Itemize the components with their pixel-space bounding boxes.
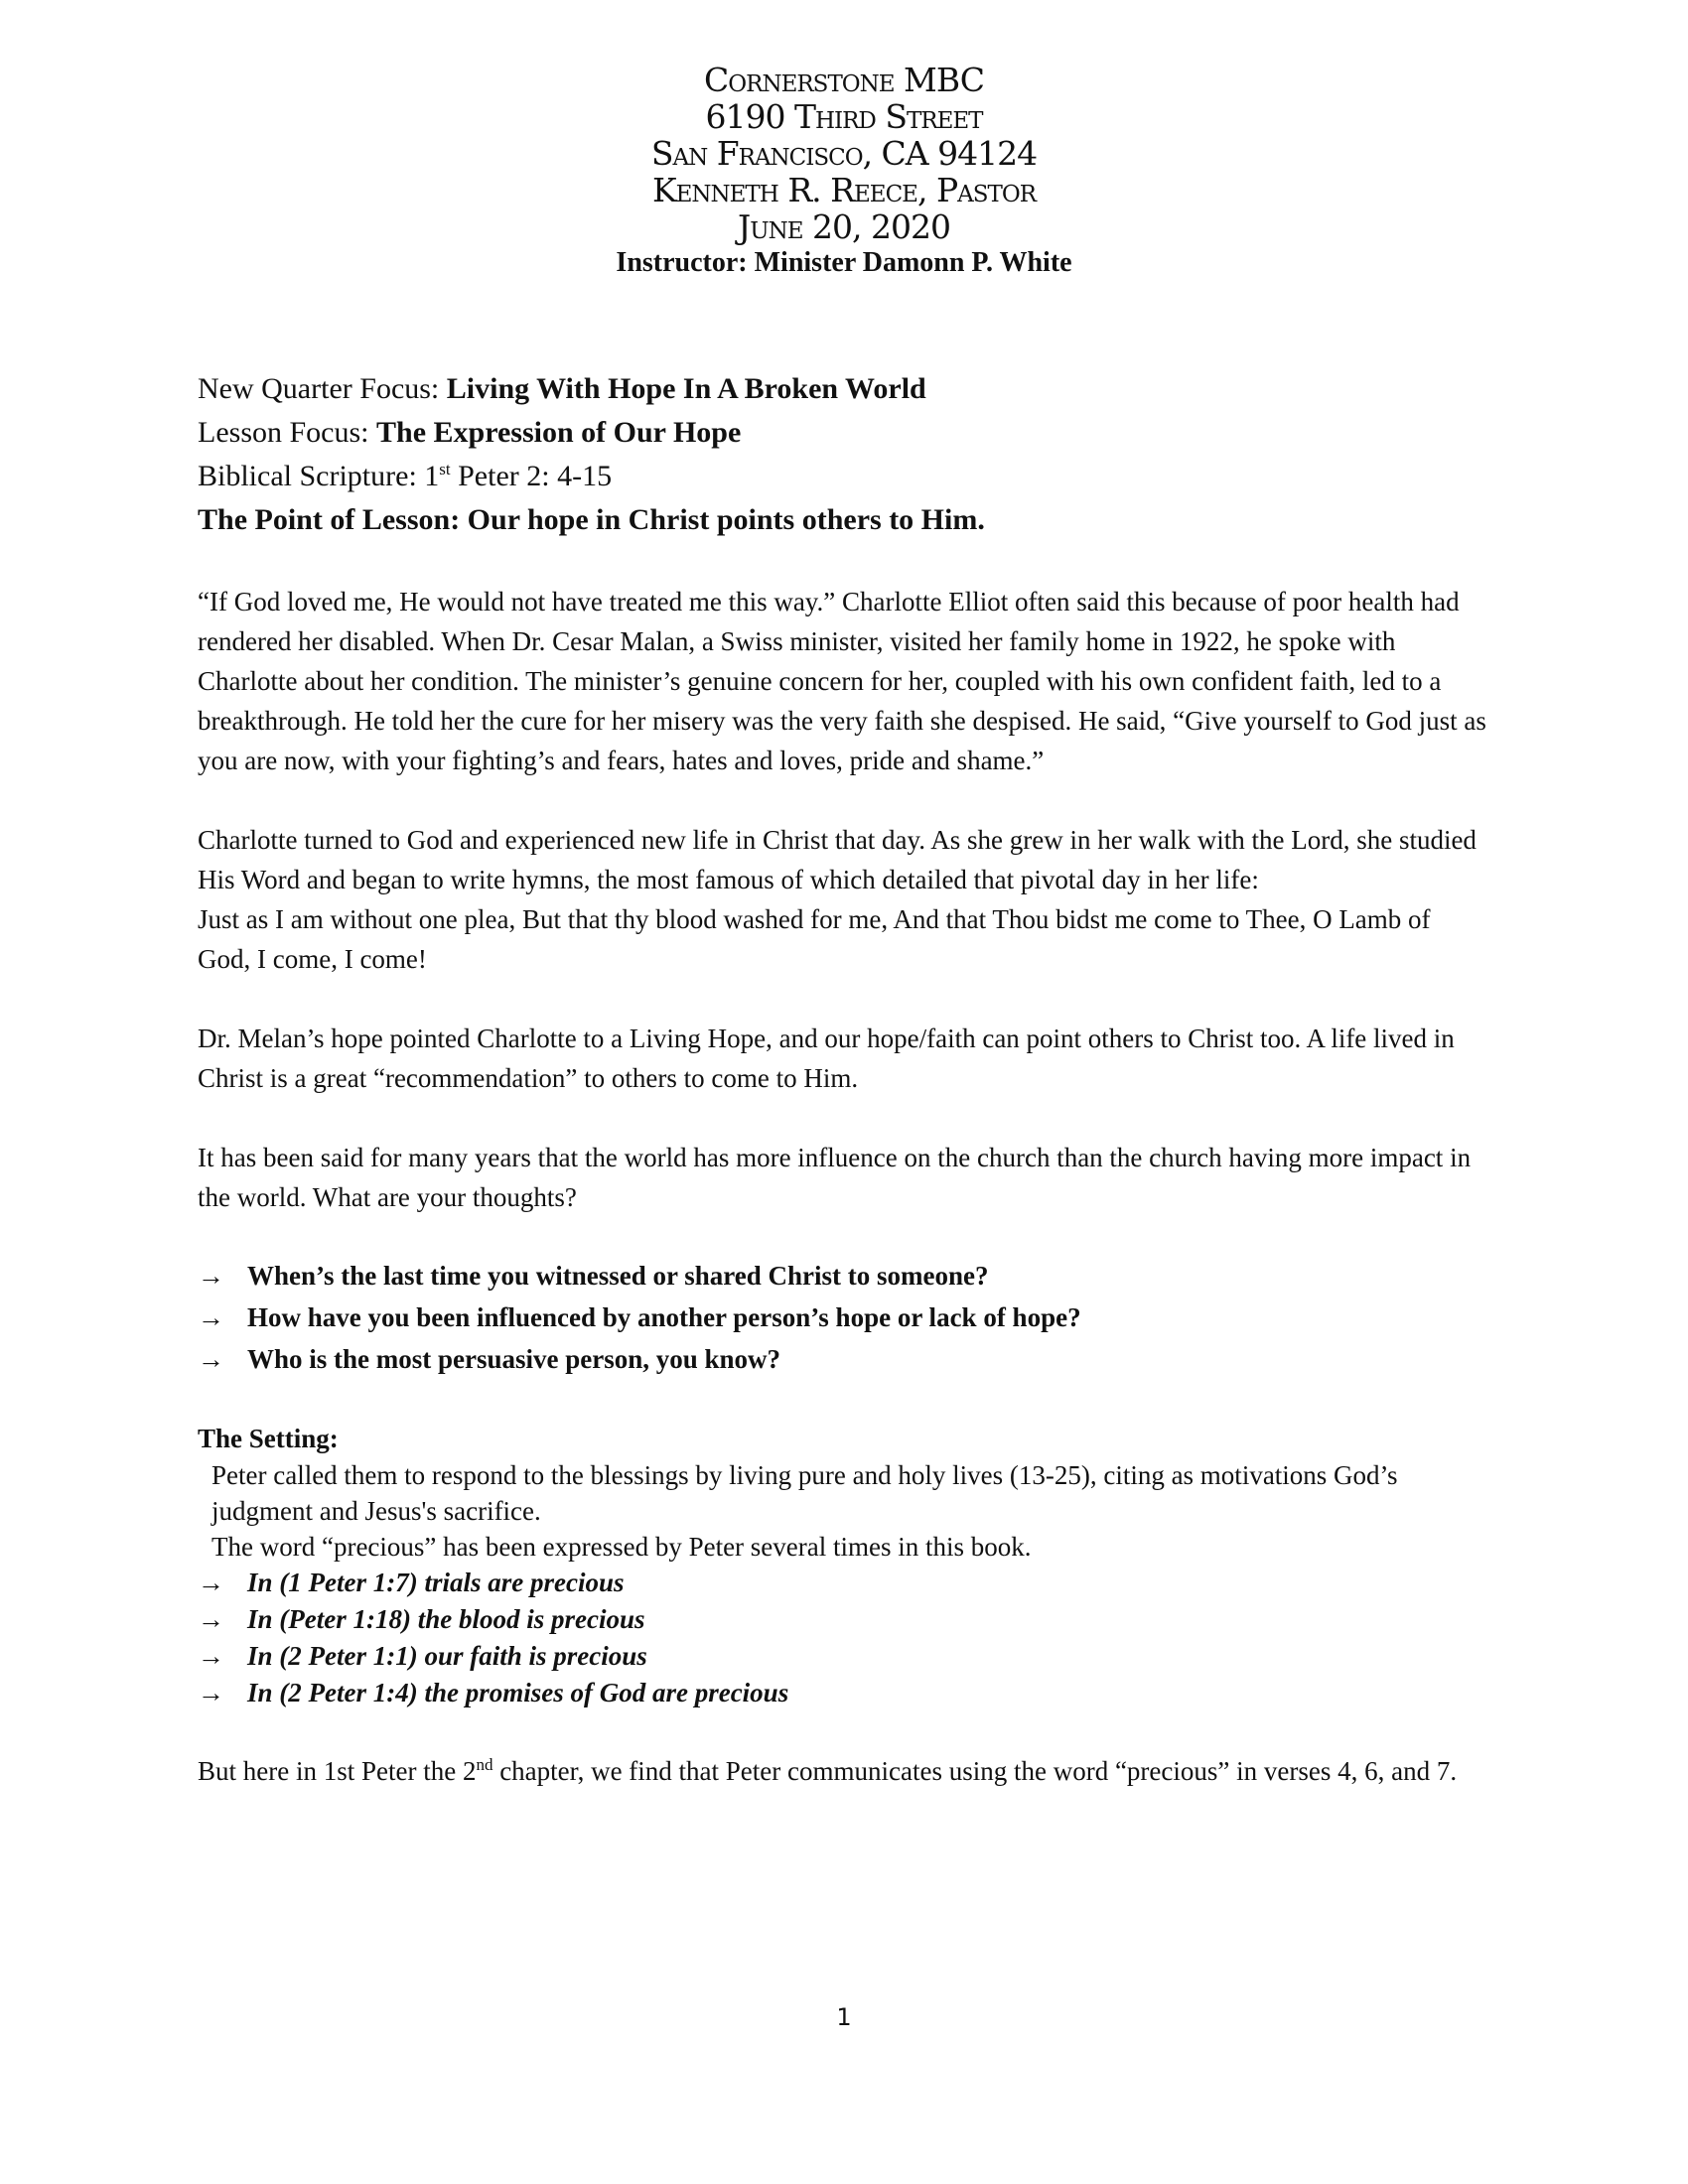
paragraph-new-life: Charlotte turned to God and experienced new life in Christ that day. As she grew in her walk with the Lord, she studied His Word and began to write hymns, the most famous of which detailed that pivotal day in her life: xyxy=(198,825,1477,894)
church-name: Cornerstone MBC xyxy=(704,61,984,99)
discussion-questions xyxy=(198,1255,1488,1380)
spacer xyxy=(198,780,1488,820)
church-address: 6190 Third Street xyxy=(705,97,983,136)
setting-precious-intro: The word “precious” has been expressed by Peter several times in this book. xyxy=(211,1532,1032,1562)
lesson-focus-label: Lesson Focus: xyxy=(198,416,376,449)
instructor-line: Instructor: Minister Damonn P. White xyxy=(616,247,1072,278)
question-text: When’s the last time you witnessed or shared Christ to someone? xyxy=(247,1261,989,1291)
lesson-focus-value: The Expression of Our Hope xyxy=(376,416,742,449)
quarter-focus xyxy=(198,367,1488,411)
lesson-date: June 20, 2020 xyxy=(738,207,950,246)
biblical-scripture xyxy=(198,455,1488,498)
spacer xyxy=(198,542,1488,582)
list-item xyxy=(198,1338,1488,1380)
lesson-focus xyxy=(198,411,1488,455)
closing-text-a: But here in 1st Peter the 2 xyxy=(198,1756,477,1786)
arrow-right-icon: → xyxy=(198,1568,224,1597)
arrow-right-icon: → xyxy=(198,1604,224,1634)
setting-text: Peter called them to respond to the blessings by living pure and holy lives (13-25), citing as motivations God’s judgment and Jesus's sacrifice. xyxy=(211,1460,1398,1526)
precious-text: In (2 Peter 1:4) the promises of God are precious xyxy=(247,1678,789,1707)
quarter-focus-value: Living With Hope In A Broken World xyxy=(446,372,926,405)
precious-text: In (2 Peter 1:1) our faith is precious xyxy=(247,1641,647,1671)
spacer xyxy=(198,1098,1488,1138)
scripture-sup: st xyxy=(439,460,451,478)
scripture-label: Biblical Scripture: 1 xyxy=(198,460,440,492)
paragraph-closing xyxy=(198,1751,1488,1791)
spacer xyxy=(198,979,1488,1019)
arrow-right-icon: → xyxy=(198,1678,224,1707)
church-header xyxy=(0,62,1688,281)
list-item xyxy=(198,1255,1488,1297)
spacer xyxy=(198,1711,1488,1751)
setting-heading: The Setting: xyxy=(198,1424,339,1453)
scripture-rest: Peter 2: 4-15 xyxy=(450,460,613,492)
page-number: 1 xyxy=(836,2003,852,2031)
arrow-right-icon: → xyxy=(198,1344,224,1374)
hymn-lyrics: Just as I am without one plea, But that thy blood washed for me, And that Thou bidst me come to Thee, O Lamb of God, I come, I come! xyxy=(198,904,1431,974)
question-text: How have you been influenced by another person’s hope or lack of hope? xyxy=(247,1302,1081,1332)
list-item xyxy=(198,1638,1488,1675)
precious-text: In (Peter 1:18) the blood is precious xyxy=(247,1604,645,1634)
quarter-focus-label: New Quarter Focus: xyxy=(198,372,447,405)
church-city: San Francisco, CA 94124 xyxy=(650,134,1038,173)
arrow-right-icon: → xyxy=(198,1261,224,1291)
list-item xyxy=(198,1601,1488,1638)
spacer xyxy=(198,1380,1488,1420)
closing-sup: nd xyxy=(476,1755,493,1774)
list-item xyxy=(198,1297,1488,1338)
list-item xyxy=(198,1675,1488,1711)
list-item xyxy=(198,1565,1488,1601)
paragraph-living-hope: Dr. Melan’s hope pointed Charlotte to a Living Hope, and our hope/faith can point others to Christ too. A life lived in Christ is a great “recommendation” to others to come to Him. xyxy=(198,1024,1455,1093)
closing-text-b: chapter, we find that Peter communicates using the word “precious” in verses 4, 6, and 7. xyxy=(492,1756,1458,1786)
pastor-name: Kenneth R. Reece, Pastor xyxy=(651,171,1037,209)
paragraph-charlotte-story: “If God loved me, He would not have treated me this way.” Charlotte Elliot often said this because of poor health had rendered her disabled. When Dr. Cesar Malan, a Swiss minister, visited her family home in 1922, he spoke with Charlotte about her condition. The minister’s genuine concern for her, coupled with his own confident faith, led to a breakthrough. He told her the cure for her misery was the very faith she despised. He said, “Give yourself to God just as you are now, with your fighting’s and fears, hates and loves, pride and shame.” xyxy=(198,587,1486,775)
precious-list xyxy=(198,1565,1488,1711)
arrow-right-icon: → xyxy=(198,1641,224,1671)
point-of-lesson: The Point of Lesson: Our hope in Christ points others to Him. xyxy=(198,503,985,536)
arrow-right-icon: → xyxy=(198,1302,224,1332)
document-body xyxy=(198,367,1488,1791)
spacer xyxy=(198,1217,1488,1255)
paragraph-world-influence: It has been said for many years that the world has more influence on the church than the church having more impact in the world. What are your thoughts? xyxy=(198,1143,1472,1212)
question-text: Who is the most persuasive person, you know? xyxy=(247,1344,781,1374)
precious-text: In (1 Peter 1:7) trials are precious xyxy=(247,1568,625,1597)
